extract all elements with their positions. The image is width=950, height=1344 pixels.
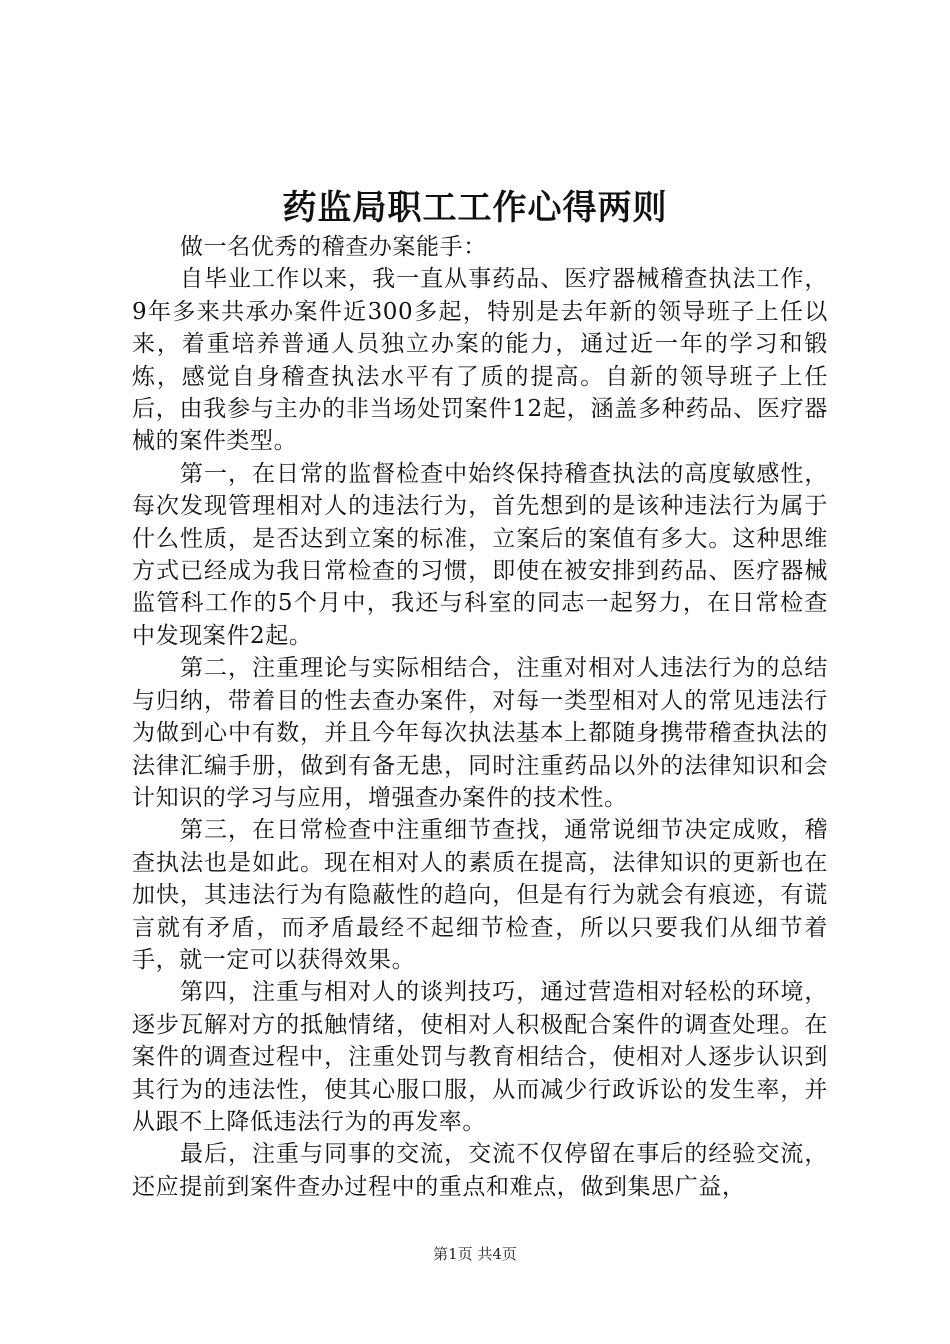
paragraph-fourth: 第四，注重与相对人的谈判技巧，通过营造相对轻松的环境，逐步瓦解对方的抵触情绪，使相对人积极配合案件的调查处理。在案件的调查过程中，注重处罚与教育相结合，使相对人逐步认识到其行为的违法性，使其心服口服，从而减少行政诉讼的发生率，并从跟不上降低违法行为的再发率。 (132, 979, 828, 1135)
paragraph-second: 第二，注重理论与实际相结合，注重对相对人违法行为的总结与归纳，带着目的性去查办案件，对每一类型相对人的常见违法行为做到心中有数，并且今年每次执法基本上都随身携带稽查执法的法律汇编手册，做到有备无患，同时注重药品以外的法律知识和会计知识的学习与应用，增强查办案件的技术性。 (132, 655, 828, 811)
document-title: 药监局职工工作心得两则 (282, 188, 668, 228)
paragraph-intro: 做一名优秀的稽查办案能手： (180, 234, 487, 260)
page-number-footer: 第1页 共4页 (433, 1245, 517, 1263)
document-body (132, 231, 828, 1203)
paragraph-background: 自毕业工作以来，我一直从事药品、医疗器械稽查执法工作，9年多来共承办案件近300多起，特别是去年新的领导班子上任以来，着重培养普通人员独立办案的能力，通过近一年的学习和锻炼，感觉自身稽查执法水平有了质的提高。自新的领导班子上任后，由我参与主办的非当场处罚案件12起，涵盖多种药品、医疗器械的案件类型。 (132, 266, 828, 455)
paragraph-third: 第三，在日常检查中注重细节查找，通常说细节决定成败，稽查执法也是如此。现在相对人的素质在提高，法律知识的更新也在加快，其违法行为有隐蔽性的趋向，但是有行为就会有痕迹，有谎言就有矛盾，而矛盾最经不起细节检查，所以只要我们从细节着手，就一定可以获得效果。 (132, 817, 828, 973)
paragraph-first: 第一，在日常的监督检查中始终保持稽查执法的高度敏感性，每次发现管理相对人的违法行为，首先想到的是该种违法行为属于什么性质，是否达到立案的标准，立案后的案值有多大。这种思维方式已经成为我日常检查的习惯，即使在被安排到药品、医疗器械监管科工作的5个月中，我还与科室的同志一起努力，在日常检查中发现案件2起。 (132, 460, 828, 649)
paragraph-last: 最后，注重与同事的交流，交流不仅停留在事后的经验交流，还应提前到案件查办过程中的重点和难点，做到集思广益， (132, 1141, 828, 1200)
